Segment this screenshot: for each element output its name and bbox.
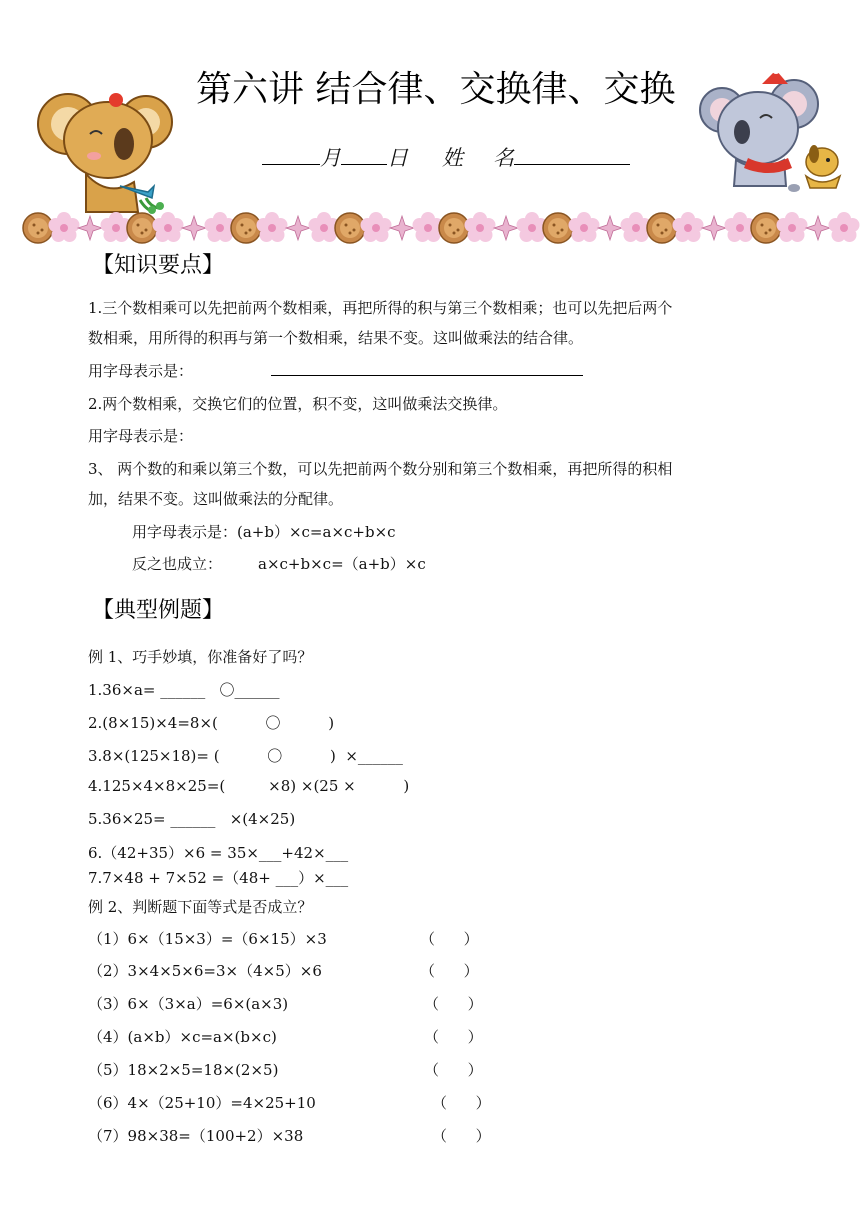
- example-1-item: 7.7×48 + 7×52 =（48+ ___）×___: [88, 869, 349, 887]
- knowledge-item-3-line-2: 加，结果不变。这叫做乘法的分配律。: [88, 490, 344, 508]
- judgement-question: （3）6×（3×a）=6×(a×3): [88, 995, 289, 1013]
- example-2-title: 例 2、判断题下面等式是否成立？: [88, 898, 313, 916]
- name-label-2: 名: [493, 146, 514, 170]
- example-1-item: 2.(8×15)×4=8×( 〇 ): [88, 714, 335, 732]
- examples-heading: 【典型例题】: [92, 598, 225, 623]
- reverse-formula: a×c+b×c=（a+b）×c: [258, 555, 426, 573]
- example-1-item: 5.36×25= ______ ×(4×25): [88, 810, 296, 828]
- example-1-item: 6.（42+35）×6 = 35×___+42×___: [88, 844, 349, 862]
- judgement-question: （5）18×2×5=18×(2×5): [88, 1061, 279, 1079]
- judgement-answer-blank[interactable]: （ ）: [424, 1061, 483, 1079]
- example-1-item: 4.125×4×8×25=( ×8) ×(25 × ): [88, 777, 410, 795]
- knowledge-item-1-line-1: 1.三个数相乘可以先把前两个数相乘，再把所得的积与第三个数相乘；也可以先把后两个: [88, 299, 673, 317]
- letter-expression-row-1: [88, 356, 583, 387]
- month-blank: [262, 144, 320, 165]
- judgement-answer-blank[interactable]: （ ）: [424, 995, 483, 1013]
- lesson-title: 第六讲 结合律、交换律、交换: [196, 69, 676, 110]
- letter-expression-blank-1: [271, 361, 583, 376]
- judgement-answer-blank[interactable]: （ ）: [420, 962, 479, 980]
- name-blank: [514, 144, 630, 165]
- example-1-item: 3.8×(125×18)= ( 〇 ) ×______: [88, 747, 403, 765]
- knowledge-heading: 【知识要点】: [92, 253, 225, 278]
- example-1-title: 例 1、巧手妙填，你准备好了吗？: [88, 648, 313, 666]
- distributive-formula: 用字母表示是：(a+b）×c=a×c+b×c: [132, 523, 396, 541]
- knowledge-item-3-line-1: 3、 两个数的和乘以第三个数，可以先把前两个数分别和第三个数相乘，再把所得的积相: [88, 460, 673, 478]
- koala-with-dog-illustration: [696, 70, 856, 200]
- judgement-question: （1）6×（15×3）=（6×15）×3: [88, 930, 327, 948]
- koala-watering-illustration: [28, 78, 178, 218]
- knowledge-item-2: 2.两个数相乘，交换它们的位置，积不变，这叫做乘法交换律。: [88, 395, 508, 413]
- letter-label-2: 用字母表示是：: [88, 427, 194, 445]
- date-name-line: [262, 142, 630, 172]
- judgement-question: （2）3×4×5×6=3×（4×5）×6: [88, 962, 322, 980]
- judgement-answer-blank[interactable]: （ ）: [432, 1127, 491, 1145]
- day-blank: [341, 144, 387, 165]
- day-label: 日: [387, 146, 408, 170]
- reverse-formula-row: [132, 549, 426, 580]
- judgement-answer-blank[interactable]: （ ）: [432, 1094, 491, 1112]
- judgement-question: （4）(a×b）×c=a×(b×c): [88, 1028, 277, 1046]
- month-label: 月: [320, 146, 341, 170]
- judgement-question: （7）98×38=（100+2）×38: [88, 1127, 304, 1145]
- example-1-item: 1.36×a= ______ 〇______: [88, 681, 280, 699]
- judgement-answer-blank[interactable]: （ ）: [424, 1028, 483, 1046]
- letter-label-1: 用字母表示是：: [88, 362, 194, 380]
- judgement-question: （6）4×（25+10）=4×25+10: [88, 1094, 316, 1112]
- knowledge-item-1-line-2: 数相乘，用所得的积再与第一个数相乘，结果不变。这叫做乘法的结合律。: [88, 329, 584, 347]
- name-label-1: 姓: [442, 146, 463, 170]
- reverse-label: 反之也成立：: [132, 555, 223, 573]
- judgement-answer-blank[interactable]: （ ）: [420, 930, 479, 948]
- decorative-flower-border: [0, 205, 860, 251]
